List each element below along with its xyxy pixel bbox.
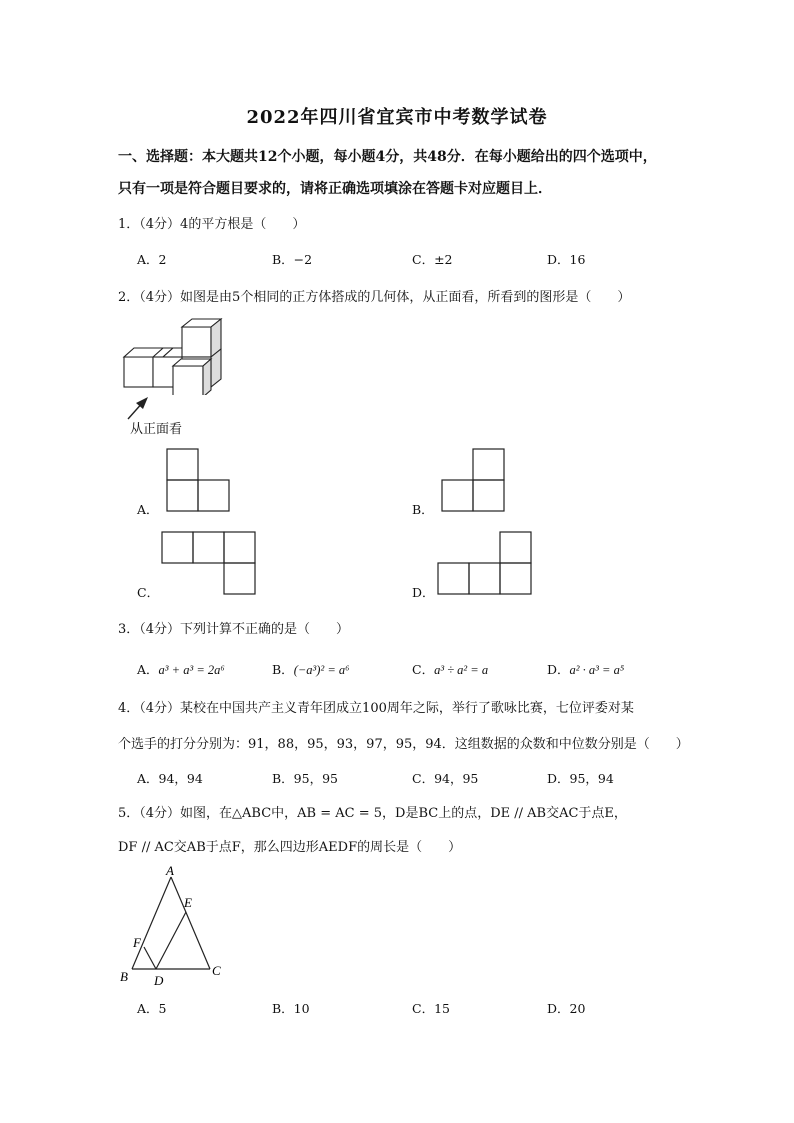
q4-option-d[interactable]: D．95，94 [547, 771, 614, 786]
segment-df [144, 947, 156, 969]
question-1-stem: 1．（4分）4的平方根是（ ） [118, 217, 306, 232]
figure-caption-front-view: 从正面看 [130, 422, 183, 437]
q3-option-b-expr: (−a³)² = a⁶ [293, 663, 350, 677]
segment-de [156, 912, 186, 969]
cube-front-1 [124, 357, 153, 387]
question-4-line2: 个选手的打分分别为：91，88，95，93，97，95，94．这组数据的众数和中位数分别是（ ） [118, 737, 689, 752]
segment-ab [132, 877, 171, 969]
triangle-abc-figure [116, 863, 228, 991]
point-label-b: B [120, 969, 128, 984]
point-label-e: E [184, 895, 192, 910]
q2-option-b-figure [440, 447, 510, 513]
question-5-line1: 5．（4分）如图，在△ABC中，AB = AC = 5，D是BC上的点，DE // AB交AC于点E， [118, 806, 627, 821]
q3-option-b-label: B． [272, 662, 294, 677]
q3-option-b[interactable] [272, 660, 349, 678]
q3-option-d-label: D． [547, 662, 570, 677]
q5-option-d[interactable]: D．20 [547, 1001, 586, 1016]
q3-option-d-expr: a² · a³ = a⁵ [569, 663, 625, 677]
q3-option-a-label: A． [137, 662, 159, 677]
question-5-line2: DF // AC交AB于点F，那么四边形AEDF的周长是（ ） [118, 840, 462, 855]
section-header-line2: 只有一项是符合题目要求的，请将正确选项填涂在答题卡对应题目上． [118, 181, 552, 197]
q3-option-c-expr: a³ ÷ a² = a [434, 663, 489, 677]
q2-option-a[interactable]: A． [137, 502, 159, 517]
q4-option-c[interactable]: C．94，95 [412, 771, 479, 786]
point-label-a: A [166, 863, 174, 878]
q5-option-b[interactable]: B．10 [272, 1001, 310, 1016]
cube-front-protrude [173, 366, 203, 395]
segment-ac [171, 877, 210, 969]
q3-option-d[interactable] [547, 660, 624, 678]
q4-option-a[interactable]: A．94，94 [137, 771, 203, 786]
q1-option-a[interactable]: A．2 [137, 252, 167, 267]
cube-stack-figure [118, 315, 228, 395]
section-header-line1: 一、选择题：本大题共12个小题，每小题4分，共48分．在每小题给出的四个选项中， [118, 149, 657, 165]
q2-option-a-figure [165, 447, 235, 513]
question-3-stem: 3．（4分）下列计算不正确的是（ ） [118, 622, 350, 637]
q1-option-b[interactable]: B．−2 [272, 252, 313, 267]
q3-option-a[interactable] [137, 660, 225, 678]
q2-option-c[interactable]: C． [137, 585, 160, 600]
point-label-d: D [154, 973, 164, 988]
q3-option-c[interactable] [412, 660, 488, 678]
cube-side-protrude [203, 359, 211, 395]
q2-option-d-figure [436, 530, 534, 596]
page-title: 2022年四川省宜宾市中考数学试卷 [246, 107, 548, 128]
q2-option-b[interactable]: B． [412, 502, 434, 517]
q3-option-c-label: C． [412, 662, 435, 677]
q4-option-b[interactable]: B．95，95 [272, 771, 338, 786]
q2-option-d[interactable]: D． [412, 585, 435, 600]
q3-option-a-expr: a³ + a³ = 2a⁶ [158, 663, 225, 677]
q5-option-c[interactable]: C．15 [412, 1001, 450, 1016]
q5-option-a[interactable]: A．5 [137, 1001, 167, 1016]
point-label-f: F [133, 935, 141, 950]
q1-option-d[interactable]: D．16 [547, 252, 586, 267]
cube-front-upper [182, 327, 211, 357]
q2-option-c-figure [160, 530, 258, 596]
point-label-c: C [212, 963, 221, 978]
q1-option-c[interactable]: C．±2 [412, 252, 453, 267]
question-2-stem: 2．（4分）如图是由5个相同的正方体搭成的几何体，从正面看，所看到的图形是（ ） [118, 290, 631, 305]
question-4-line1: 4．（4分）某校在中国共产主义青年团成立100周年之际，举行了歌咏比赛，七位评委对某 [118, 701, 634, 716]
